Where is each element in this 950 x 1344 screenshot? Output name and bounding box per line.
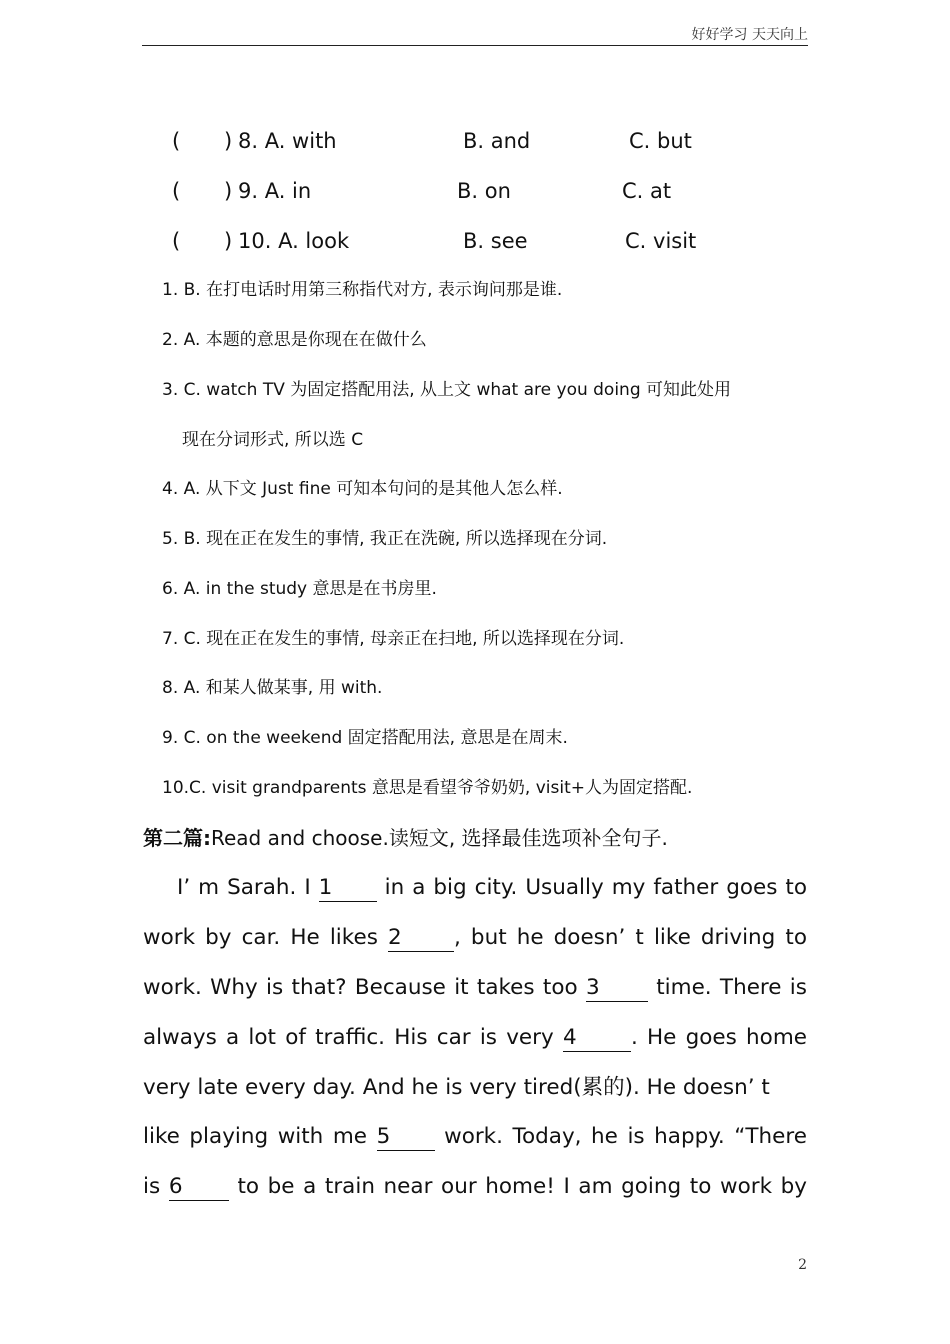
header-rule bbox=[142, 45, 808, 46]
answer-paren-close: ) bbox=[224, 229, 233, 253]
explanation-line: 8. A. 和某人做某事, 用 with. bbox=[162, 678, 383, 698]
option-b: B. see bbox=[463, 229, 528, 253]
part-label: 第二篇: bbox=[143, 826, 211, 850]
passage-line bbox=[143, 1122, 807, 1152]
explanation-line: 5. B. 现在正在发生的事情, 我正在洗碗, 所以选择现在分词. bbox=[162, 529, 608, 549]
header-text: 好好学习 天天向上 bbox=[691, 27, 808, 43]
passage-text: very late every day. And he is very tired(累的). He doesn’ t bbox=[143, 1075, 770, 1100]
option-c: C. visit bbox=[625, 229, 697, 253]
question-row bbox=[0, 226, 950, 256]
explanation-line: 4. A. 从下文 Just fine 可知本句问的是其他人怎么样. bbox=[162, 479, 563, 499]
answer-paren-open: ( bbox=[172, 229, 181, 253]
explanation-line: 6. A. in the study 意思是在书房里. bbox=[162, 579, 437, 599]
part-instruction: Read and choose.读短文, 选择最佳选项补全句子. bbox=[211, 826, 668, 850]
passage-line bbox=[143, 1073, 783, 1103]
passage-line bbox=[177, 873, 807, 903]
page-number: 2 bbox=[798, 1257, 807, 1273]
answer-paren-close: ) bbox=[224, 129, 233, 153]
passage-text: work by car. He likes bbox=[143, 925, 378, 950]
answer-paren-open: ( bbox=[172, 179, 181, 203]
explanation-line: 7. C. 现在正在发生的事情, 母亲正在扫地, 所以选择现在分词. bbox=[162, 629, 625, 649]
passage-line bbox=[143, 923, 807, 953]
passage-text: work. Why is that? Because it takes too bbox=[143, 975, 578, 1000]
passage-line bbox=[143, 1023, 807, 1053]
blank-5: 5 bbox=[377, 1124, 435, 1151]
option-a: 8. A. with bbox=[238, 129, 337, 153]
explanation-line: 10.C. visit grandparents 意思是看望爷爷奶奶, visit+人为固定搭配. bbox=[162, 778, 693, 798]
explanation-line: 3. C. watch TV 为固定搭配用法, 从上文 what are you doing 可知此处用 bbox=[162, 380, 732, 400]
blank-6: 6 bbox=[169, 1174, 229, 1201]
passage-text: , but he doesn’ t like driving to bbox=[454, 925, 807, 950]
passage-text: is bbox=[143, 1174, 161, 1199]
answer-paren-close: ) bbox=[224, 179, 233, 203]
answer-paren-open: ( bbox=[172, 129, 181, 153]
passage-text: like playing with me bbox=[143, 1124, 368, 1149]
option-a: 10. A. look bbox=[238, 229, 350, 253]
blank-4: 4 bbox=[563, 1025, 631, 1052]
passage-text: . He goes home bbox=[630, 1025, 807, 1050]
passage-line bbox=[143, 1172, 807, 1202]
explanation-line: 9. C. on the weekend 固定搭配用法, 意思是在周末. bbox=[162, 728, 568, 748]
option-b: B. on bbox=[457, 179, 511, 203]
passage-text: work. Today, he is happy. “There bbox=[444, 1124, 807, 1149]
passage-text: I’ m Sarah. I bbox=[177, 875, 311, 900]
option-a: 9. A. in bbox=[238, 179, 312, 203]
explanation-line: 2. A. 本题的意思是你现在在做什么 bbox=[162, 330, 427, 350]
blank-1: 1 bbox=[319, 875, 377, 902]
question-row bbox=[0, 176, 950, 206]
passage-text: time. There is bbox=[656, 975, 807, 1000]
option-b: B. and bbox=[463, 129, 531, 153]
part-heading bbox=[143, 823, 668, 853]
option-c: C. but bbox=[629, 129, 692, 153]
explanation-line: 现在分词形式, 所以选 C bbox=[182, 430, 364, 450]
explanation-line: 1. B. 在打电话时用第三称指代对方, 表示询问那是谁. bbox=[162, 280, 563, 300]
passage-line bbox=[143, 973, 807, 1003]
passage-text: to be a train near our home! I am going to work by bbox=[237, 1174, 807, 1199]
blank-3: 3 bbox=[586, 975, 648, 1002]
option-c: C. at bbox=[622, 179, 672, 203]
blank-2: 2 bbox=[388, 925, 454, 952]
passage-text: in a big city. Usually my father goes to bbox=[384, 875, 807, 900]
question-row bbox=[0, 126, 950, 156]
passage-text: always a lot of traffic. His car is very bbox=[143, 1025, 554, 1050]
